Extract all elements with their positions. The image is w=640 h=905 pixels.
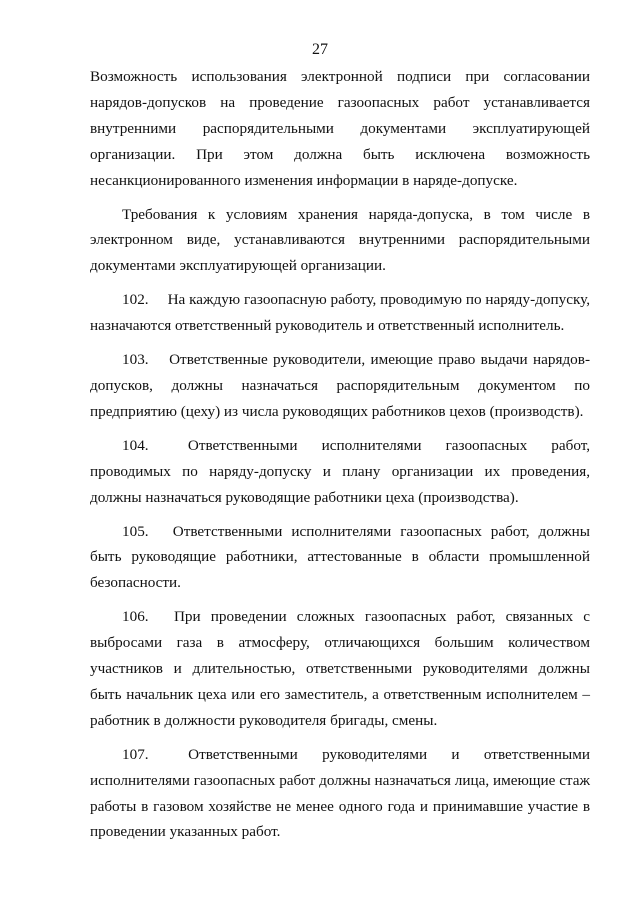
clause-107: 107. Ответственными руководителями и ответственными исполнителями газоопасных работ должны назначаться лица, имеющие стаж работы в газовом хозяйстве не менее одного года и принимавшие участие в проведении указанных работ. xyxy=(90,745,590,841)
document-body xyxy=(90,64,590,845)
clause-103: 103. Ответственные руководители, имеющие право выдачи нарядов-допусков, должны назначаться распорядительным документом по предприятию (цеху) из числа руководящих работников цехов (производств). xyxy=(90,351,590,420)
clause-106: 106. При проведении сложных газоопасных работ, связанных с выбросами газа в атмосферу, отличающихся большим количеством участников и длительностью, ответственными руководителями должны быть начальник цеха или его заместитель, а ответственным исполнителем – работник в должности руководителя бригады, смены. xyxy=(90,608,590,729)
clause-104: 104. Ответственными исполнителями газоопасных работ, проводимых по наряду-допуску и плану организации их проведения, должны назначаться руководящие работники цеха (производства). xyxy=(90,436,590,506)
clause-105: 105. Ответственными исполнителями газоопасных работ, должны быть руководящие работники, аттестованные в области промышленной безопасности. xyxy=(90,522,590,592)
paragraph-storage-requirements: Требования к условиям хранения наряда-допуска, в том числе в электронном виде, устанавливаются внутренними распорядительными документами эксплуатирующей организации. xyxy=(90,205,590,275)
clause-102: 102. На каждую газоопасную работу, проводимую по наряду-допуску, назначаются ответственный руководитель и ответственный исполнитель. xyxy=(90,291,590,335)
page-number: 27 xyxy=(312,41,328,58)
paragraph-electronic-signature: Возможность использования электронной подписи при согласовании нарядов-допусков на проведение газоопасных работ устанавливается внутренними распорядительными документами эксплуатирующей организации. При этом должна быть исключена возможность несанкционированного изменения информации в наряде-допуске. xyxy=(90,68,590,189)
